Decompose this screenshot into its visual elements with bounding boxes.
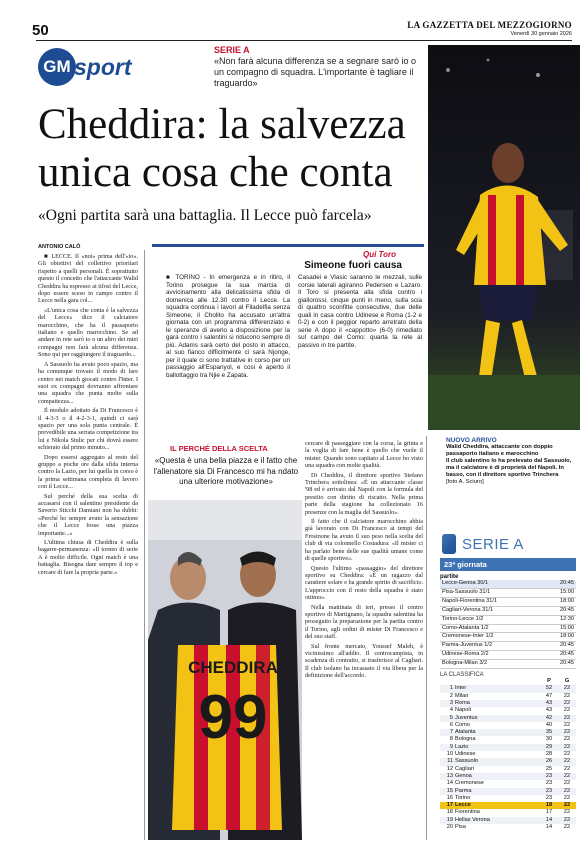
- serie-a-header: [440, 532, 576, 558]
- standings-rank: 17: [446, 802, 453, 809]
- serie-a-title: SERIE A: [462, 536, 524, 553]
- fixture-row: [440, 624, 576, 633]
- standings-row: [440, 722, 576, 729]
- standings-rank: 11: [447, 758, 453, 765]
- article-paragraph: L'ultima chiusa di Cheddira è sulla bagarre-permanenza: «Il torneo di serie A è molto difficile. Ogni match è una battaglia. Bisogna dare sempre il top e cercare di fare la propria parte.»: [38, 539, 138, 576]
- caption-block: [446, 437, 576, 486]
- fixture-time: 18:00: [544, 597, 576, 606]
- fixture-time: 20:45: [544, 606, 576, 615]
- serie-a-logo-icon: [442, 534, 456, 554]
- article-column-3: [305, 440, 423, 838]
- issue-date: Venerdì 30 gennaio 2026: [510, 31, 572, 37]
- fixture-match: Cagliari-Verona 31/1: [440, 606, 544, 615]
- headline-line-1: Cheddira: la salvezza: [38, 101, 406, 148]
- standings-row: [440, 744, 576, 751]
- standings-points: 29: [545, 743, 553, 750]
- article-paragraph: cercare di passeggiare con la corsa, la grinta e la voglia di fare bene è quello che vuole il mister. Quando sono capitato al Lecce ho visto una squadra con molte qualità.: [305, 440, 423, 470]
- standings-points: 35: [545, 729, 553, 736]
- standings-games: 22: [563, 824, 571, 830]
- standings-header-cell: [454, 678, 540, 685]
- standings-team: Napoli: [455, 707, 471, 714]
- standings-rank: 12: [446, 765, 453, 772]
- standings-games: 22: [563, 721, 571, 728]
- headline-subtitle: «Ogni partita sarà una battaglia. Il Lecce può farcela»: [38, 207, 372, 224]
- standings-row: [440, 693, 576, 700]
- standings-points: 43: [545, 699, 553, 706]
- standings-games: 22: [563, 816, 571, 823]
- standings-row: [440, 758, 576, 765]
- shirt-number: 99: [198, 683, 268, 752]
- sidebar-column-2: Casadei e Vlasic saranno le mezzali, sulle corsie laterali agiranno Pedersen e Lazaro. Il Toro si presenta alla sfida contro i giallorossi, cinque punti in meno, sulla scia di quattro sconfitte consecutive, due delle quali in casa contro Udinese e Roma (1-2 e 0-2) e con il peggior reparto arretrato della serie A dopo il «cappotto» (6-0) rimediato sul campo del Como: quarta la rete al passivo in tre partite.: [298, 274, 422, 349]
- standings-team: Genoa: [455, 772, 472, 779]
- standings-games: 22: [563, 692, 571, 699]
- standings-row: [440, 751, 576, 758]
- standings-rank: 5: [449, 714, 453, 721]
- standings-games: 22: [563, 787, 571, 794]
- standings-points: 47: [545, 692, 553, 699]
- standings-points: 23: [545, 772, 553, 779]
- standings-games: 22: [563, 780, 571, 787]
- standings-title: LA CLASSIFICA: [440, 672, 484, 679]
- standings-points: 28: [545, 751, 553, 758]
- standings-games: 22: [563, 736, 571, 743]
- player-action-photo: [428, 45, 580, 430]
- fixture-time: 20:45: [544, 660, 576, 669]
- standings-team: Cremonese: [455, 780, 484, 787]
- standings-games: 22: [563, 729, 571, 736]
- article-paragraph: Di Cheddira, il direttore sportivo Stefano Trinchera sottolinea: «È un attaccante classe '98 ed è arrivato dal Napoli con la formula del prestito con diritto di riscatto. Nella prima parte della stagione ha collezionato 16 presenze con la maglia del Sassuolo».: [305, 471, 423, 516]
- standings-games: 22: [563, 699, 571, 706]
- photo-quote-tag: IL PERCHÉ DELLA SCELTA: [170, 444, 268, 453]
- standings-team: Sassuolo: [455, 758, 479, 765]
- article-paragraph: Il modulo adottato da Di Francesco è il 4-3-3 o il 4-2-3-1, quindi ci sarà spazio per una sola punta centrale. È prevedibile una serrata competizione tra lui e Nikola Stulic per chi dovrà essere schierato dal primo minuto...: [38, 407, 138, 452]
- newspaper-name: LA GAZZETTA DEL MEZZOGIORNO: [407, 20, 572, 30]
- fixture-row: [440, 642, 576, 651]
- kicker-tag: SERIE A: [214, 45, 250, 55]
- standings-rank: 1: [449, 685, 453, 692]
- standings-team: Cagliari: [455, 765, 474, 772]
- caption-text: Il club salentino lo ha prelevato dal Sassuolo, ma il calciatore è di proprietà del Napoli. In basso, con il direttore sportivo Trinchera: [446, 458, 572, 478]
- shirt-name: CHEDDIRA: [188, 658, 278, 677]
- standings-row: [440, 700, 576, 707]
- standings-rank: 16: [446, 794, 453, 801]
- standings-header-cell: G: [564, 678, 570, 685]
- standings-points: 17: [545, 809, 553, 816]
- fixture-match: Cremonese-Inter 1/2: [440, 633, 544, 642]
- player-silhouette-icon: [428, 45, 580, 430]
- standings-games: 22: [563, 802, 571, 809]
- standings-games: 22: [563, 809, 571, 816]
- standings-row: [440, 795, 576, 802]
- fixture-match: Napoli-Fiorentina 31/1: [440, 597, 544, 606]
- standings-rank: 10: [446, 751, 453, 758]
- standings-team: Lecce: [455, 802, 471, 809]
- standings-points: 18: [545, 802, 553, 809]
- standings-table: [440, 678, 576, 831]
- header-rule: [36, 40, 572, 41]
- fixtures-table: [440, 580, 576, 669]
- standings-team: Como: [455, 721, 470, 728]
- standings-points: 25: [545, 765, 553, 772]
- fixture-time: 20:45: [544, 651, 576, 660]
- fixture-match: Bologna-Milan 3/2: [440, 660, 544, 669]
- fixture-time: 20:45: [544, 580, 576, 588]
- standings-points: 30: [545, 736, 553, 743]
- fixture-row: [440, 651, 576, 660]
- standings-games: 22: [563, 707, 571, 714]
- standings-points: 23: [545, 787, 553, 794]
- fixture-match: Lecce-Genoa 30/1: [440, 580, 544, 588]
- caption-tag: NUOVO ARRIVO: [446, 437, 497, 444]
- standings-points: 42: [545, 714, 553, 721]
- standings-row: [440, 788, 576, 795]
- standings-header-row: [440, 678, 576, 685]
- standings-team: Lazio: [455, 743, 469, 750]
- fixture-time: 20:45: [544, 642, 576, 651]
- standings-points: 23: [545, 794, 553, 801]
- fixture-time: 18:00: [544, 633, 576, 642]
- standings-team: Torino: [455, 794, 471, 801]
- standings-rank: 14: [446, 780, 453, 787]
- fixture-time: 12:30: [544, 615, 576, 624]
- standings-rank: 9: [449, 743, 453, 750]
- standings-team: Milan: [455, 692, 469, 699]
- author-byline: ANTONIO CALÒ: [38, 244, 81, 250]
- standings-points: 14: [545, 816, 553, 823]
- standings-team: Atalanta: [455, 729, 476, 736]
- standings-points: 26: [545, 758, 553, 765]
- gm-circle-icon: GM: [38, 48, 76, 86]
- fixture-time: 15:00: [544, 588, 576, 597]
- sidebar-top-rule: [152, 244, 424, 247]
- standings-rank: 4: [449, 707, 453, 714]
- standings-games: 22: [563, 743, 571, 750]
- fixture-row: [440, 597, 576, 606]
- serie-a-box: [440, 532, 576, 831]
- standings-points: 40: [545, 721, 553, 728]
- standings-team: Inter: [455, 685, 467, 692]
- column-divider: [144, 250, 145, 840]
- sidebar-column-1: ■ TORINO - In emergenza e in ritiro, il Torino prosegue la sua marcia di avvicinamento alla delicatissima sfida di domenica alle 12.30 contro il Lecce. La squadra continua i lavori al Filadelfia senza Simeone, il Cholito ha accusato un'altra giornata con un programma differenziato e le speranze di averlo a disposizione per la gara contro i salentini si riducono sempre di più. Adams sarà certo del posto in attacco, al suo fianco difficilmente ci sarà Njonge, per il quale ci sono trattative in corso per un passaggio all'Espanyol, e così è aperto il ballottaggio tra Njie e Zapata.: [166, 274, 290, 379]
- standings-team: Roma: [455, 699, 470, 706]
- fixture-match: Udinese-Roma 2/2: [440, 651, 544, 660]
- standings-rank: 15: [446, 787, 453, 794]
- fixtures-header: partite: [440, 574, 459, 580]
- fixture-match: Pisa-Sassuolo 31/1: [440, 588, 544, 597]
- standings-points: 43: [545, 707, 553, 714]
- standings-team: Hellas Verona: [455, 816, 490, 823]
- standings-team: Fiorentina: [455, 809, 480, 816]
- article-paragraph: ■ LECCE. Il «noi» prima dell'«io». Gli obiettivi del collettivo prioritari rispetto a quelli personali. È soprattutto questo il concetto che l'attaccante Walid Cheddira ha espresso ai tifosi del Lecce, dopo essere sceso in campo contro il Lecce nella gara col...: [38, 253, 138, 305]
- standings-row: [440, 685, 576, 692]
- fixture-match: Como-Atalanta 1/2: [440, 624, 544, 633]
- caption-bold: Walid Cheddira, attaccante con doppio passaporto italiano e marocchino: [446, 444, 553, 457]
- standings-games: 22: [563, 758, 571, 765]
- standings-rank: 19: [446, 816, 453, 823]
- standings-header-cell: P: [547, 678, 551, 685]
- article-paragraph: Nella mattinata di ieri, presso il centro sportivo di Martignano, la squadra salentina ha proseguito la preparazione per la partita contro il Torino, agli ordini di mister Di Francesco e del suo staff.: [305, 603, 423, 641]
- article-paragraph: Dopo essersi aggregato al resto del gruppo a poche ore dalla sfida interna contro la Lazio, per lui quella in corso è la prima settimana completa di lavoro con il Lecce...: [38, 453, 138, 491]
- fixture-row: [440, 633, 576, 642]
- article-paragraph: Sul perché della sua scelta di accasarsi con il salentino presidente da Saverio Sticchi Damiani non ha dubbi: «Perché ho sempre avuto la sensazione che il Lecce fosse una piazza importante...»: [38, 492, 138, 537]
- standings-rank: 7: [449, 729, 453, 736]
- standings-rank: 20: [446, 824, 453, 830]
- standings-team: Parma: [455, 787, 472, 794]
- kicker-quote: «Non farà alcuna differenza se a segnare sarò io o un compagno di squadra. L'importante è tagliare il traguardo»: [214, 56, 416, 88]
- standings-games: 22: [563, 685, 571, 692]
- standings-row: [440, 707, 576, 714]
- standings-rank: 18: [446, 809, 453, 816]
- standings-row: [440, 773, 576, 780]
- article-paragraph: Il fatto che il calciatore marocchino abbia già lavorato con Di Francesco ai tempi del Frosinone ha avuto il suo peso nella scelta del club di via colonnello Costadura: «Il mister ci ha parlato bene delle sue qualità umane come di quelle sportive».: [305, 518, 423, 563]
- fixture-time: 15:00: [544, 624, 576, 633]
- standings-row: [440, 736, 576, 743]
- standings-row: [440, 780, 576, 787]
- standings-row: [440, 817, 576, 824]
- standings-row: [440, 766, 576, 773]
- standings-row: [440, 802, 576, 809]
- standings-row: [440, 824, 576, 831]
- standings-team: Juventus: [455, 714, 478, 721]
- article-paragraph: Questo l'ultimo «passaggio» del direttore sportivo su Cheddira: «È un ragazzo dal carattere solare e ha grande spirito di sacrificio. L'approccio con il resto della squadra è stato ottimo».: [305, 564, 423, 602]
- standings-rank: 2: [449, 692, 453, 699]
- standings-games: 22: [563, 751, 571, 758]
- standings-games: 22: [563, 765, 571, 772]
- sidebar-tag: Qui Toro: [362, 250, 396, 259]
- fixture-match: Torino-Lecce 1/2: [440, 615, 544, 624]
- standings-points: 23: [545, 780, 553, 787]
- standings-games: 22: [563, 714, 571, 721]
- standings-rank: 3: [449, 699, 453, 706]
- standings-points: 14: [545, 824, 553, 830]
- fixture-match: Parma-Juventus 1/2: [440, 642, 544, 651]
- fixture-row: [440, 606, 576, 615]
- fixture-row: [440, 615, 576, 624]
- standings-points: 52: [545, 685, 553, 692]
- standings-rank: 6: [449, 721, 453, 728]
- article-paragraph: Sul fronte mercato, Youssef Maleh, è vicinissimo all'addio. Il centrocampista, in scadenza di contratto, si trasferisce al Cagliari. Il club isolano ha incassato il via libera per la definizione dell'accordo.: [305, 642, 423, 680]
- section-logo: [38, 48, 158, 90]
- standings-row: [440, 729, 576, 736]
- standings-team: Bologna: [455, 736, 476, 743]
- sidebar-title: Simeone fuori causa: [304, 260, 402, 271]
- standings-team: Pisa: [455, 824, 466, 830]
- standings-team: Udinese: [455, 751, 476, 758]
- photo-quote: «Questa è una bella piazza e il fatto che l'allenatore sia Di Francesco mi ha ndato una ulteriore motivazione»: [153, 456, 299, 486]
- standings-games: 22: [563, 794, 571, 801]
- standings-row: [440, 715, 576, 722]
- section-name: sport: [74, 54, 132, 80]
- fixture-row: [440, 588, 576, 597]
- standings-rank: 13: [446, 772, 453, 779]
- standings-row: [440, 809, 576, 816]
- press-photo: [148, 500, 302, 840]
- headline-line-2: unica cosa che conta: [38, 149, 393, 196]
- round-banner: 23ª giornata: [440, 558, 576, 571]
- fixture-row: [440, 660, 576, 669]
- article-paragraph: A Sassuolo ha avuto poco spazio, ma ha comunque trovato il modo di fare centro nei match giocati contro l'Inter. I suoi ex compagni dovranno affrontare una squadra che punta molto sulla compattezza...: [38, 360, 138, 405]
- caption-credit: [foto A. Sciuro]: [446, 479, 484, 485]
- fixture-row: [440, 580, 576, 588]
- standings-games: 22: [563, 772, 571, 779]
- article-paragraph: «L'unica cosa che conta è la salvezza del Lecce» dice il calciatore marocchino, che ha il passaporto italiano e quello marocchino. Se ad andare in rete sarò io o un altro dei miei compagni non farà alcuna differenza. Sono qui per raggiungere il traguardo...: [38, 306, 138, 359]
- column-divider: [426, 436, 427, 840]
- article-column-1: [38, 253, 138, 838]
- page-number: 50: [32, 22, 49, 39]
- standings-header-cell: [440, 678, 454, 685]
- sidebar-box: [152, 244, 424, 426]
- standings-rank: 8: [449, 736, 453, 743]
